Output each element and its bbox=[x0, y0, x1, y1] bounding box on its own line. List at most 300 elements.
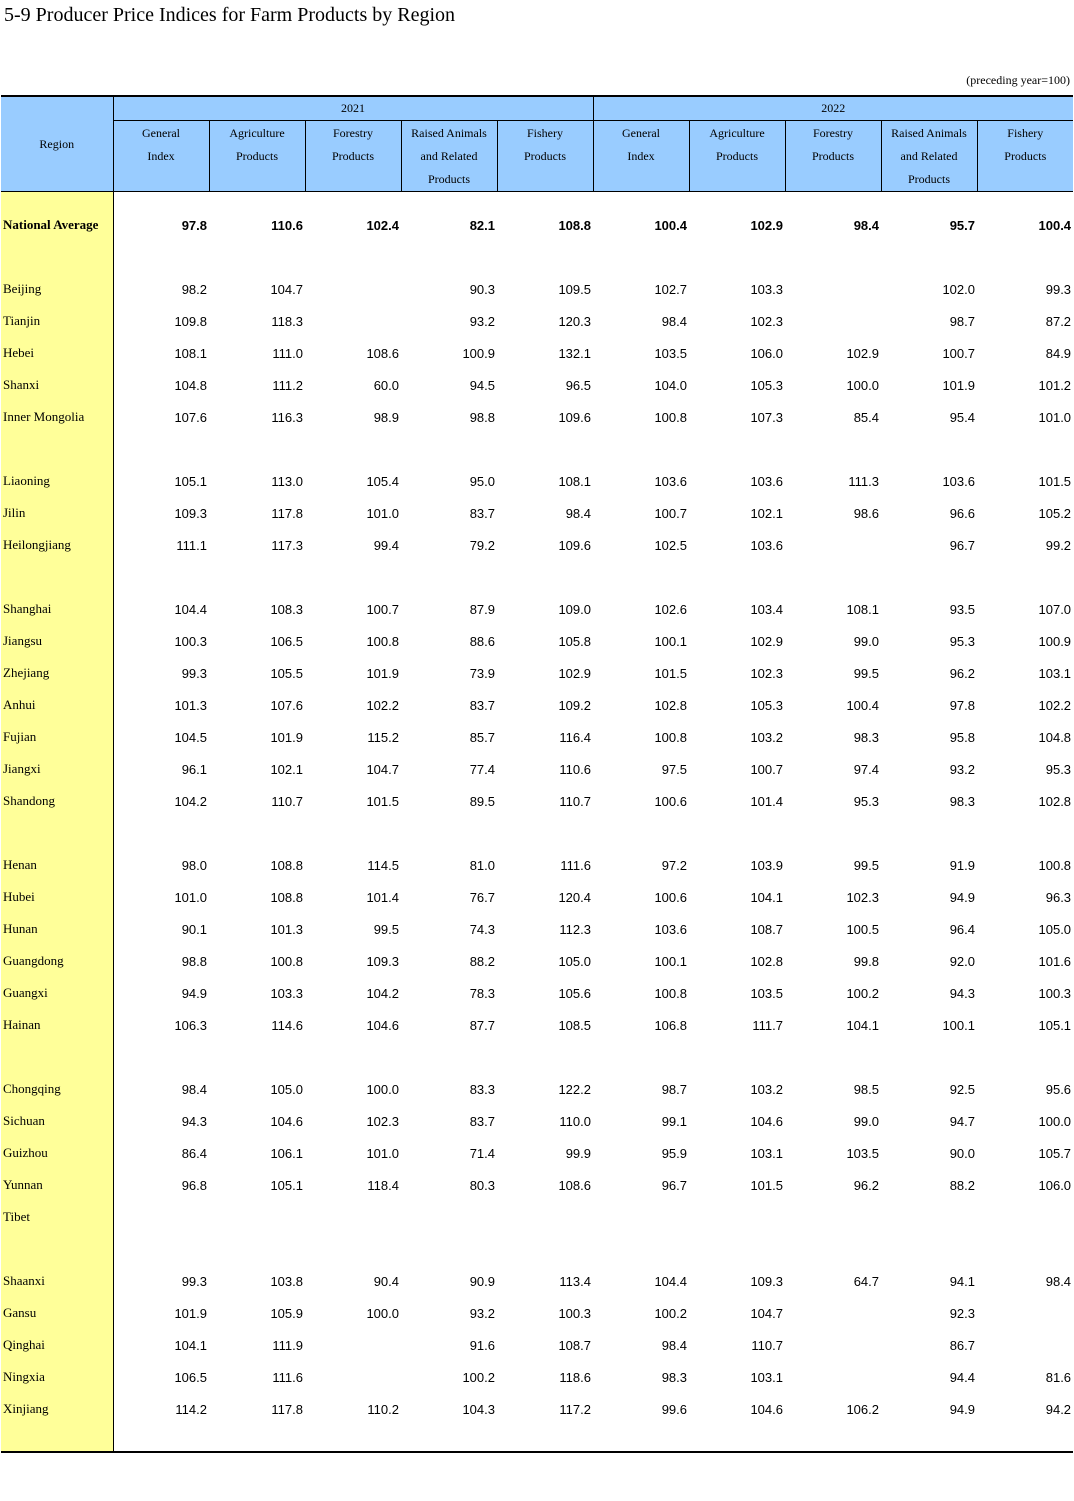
value-cell bbox=[113, 1233, 209, 1265]
value-cell bbox=[785, 1329, 881, 1361]
value-cell: 105.3 bbox=[750, 377, 783, 393]
value-cell bbox=[305, 1233, 401, 1265]
value-cell bbox=[305, 433, 401, 465]
value-cell: 97.4 bbox=[853, 761, 879, 777]
value-cell: 94.7 bbox=[949, 1113, 975, 1129]
value-cell bbox=[785, 241, 881, 273]
value-cell: 103.6 bbox=[654, 473, 687, 489]
value-cell bbox=[977, 241, 1073, 273]
value-cell bbox=[401, 817, 497, 849]
region-cell: Liaoning bbox=[1, 465, 113, 497]
value-cell: 93.5 bbox=[949, 601, 975, 617]
value-cell bbox=[593, 1233, 689, 1265]
value-cell: 110.6 bbox=[271, 217, 303, 233]
value-cell: 118.6 bbox=[559, 1369, 591, 1385]
value-cell: 100.2 bbox=[654, 1305, 687, 1321]
value-cell: 99.0 bbox=[853, 633, 879, 649]
value-cell: 101.0 bbox=[366, 505, 399, 521]
value-cell bbox=[113, 1041, 209, 1073]
value-cell: 78.3 bbox=[469, 985, 495, 1001]
value-cell: 100.0 bbox=[1038, 1113, 1072, 1129]
value-cell: 103.6 bbox=[750, 537, 783, 553]
value-cell bbox=[401, 561, 497, 593]
value-cell: 110.0 bbox=[559, 1113, 591, 1129]
value-cell bbox=[977, 1233, 1073, 1265]
value-cell: 108.5 bbox=[558, 1017, 591, 1033]
value-cell: 108.8 bbox=[558, 217, 591, 233]
region-cell bbox=[1, 817, 113, 849]
table-row bbox=[1, 593, 1073, 625]
value-cell: 88.6 bbox=[469, 633, 495, 649]
value-cell: 102.0 bbox=[942, 281, 975, 297]
value-cell: 97.2 bbox=[661, 857, 687, 873]
value-cell: 103.5 bbox=[846, 1145, 879, 1161]
value-cell: 111.9 bbox=[272, 1337, 303, 1353]
value-cell bbox=[401, 1201, 497, 1233]
value-cell: 102.9 bbox=[846, 345, 879, 361]
value-cell: 101.0 bbox=[366, 1145, 399, 1161]
value-cell: 103.1 bbox=[1038, 665, 1072, 681]
value-cell: 97.5 bbox=[661, 761, 687, 777]
value-cell bbox=[305, 1041, 401, 1073]
value-cell: 105.7 bbox=[1038, 1145, 1072, 1161]
value-cell: 110.7 bbox=[271, 793, 303, 809]
value-cell: 108.6 bbox=[366, 345, 399, 361]
value-cell bbox=[785, 305, 881, 337]
value-cell bbox=[593, 817, 689, 849]
value-cell: 117.3 bbox=[271, 537, 303, 553]
value-cell: 100.8 bbox=[270, 953, 303, 969]
value-cell: 102.3 bbox=[846, 889, 879, 905]
value-cell bbox=[977, 1425, 1073, 1452]
value-cell: 101.0 bbox=[174, 889, 207, 905]
value-cell: 100.6 bbox=[654, 889, 687, 905]
value-cell: 90.1 bbox=[181, 921, 207, 937]
value-cell: 110.7 bbox=[559, 793, 591, 809]
value-cell bbox=[497, 1233, 593, 1265]
value-cell: 106.0 bbox=[750, 345, 783, 361]
value-cell: 100.2 bbox=[462, 1369, 495, 1385]
value-cell: 100.7 bbox=[654, 505, 687, 521]
value-cell bbox=[689, 192, 785, 210]
value-cell: 108.8 bbox=[270, 889, 303, 905]
column-header-line: Agriculture bbox=[229, 126, 285, 140]
column-header-line: Forestry bbox=[813, 126, 853, 140]
value-cell: 95.4 bbox=[949, 409, 975, 425]
table-row bbox=[1, 753, 1073, 785]
region-cell: Guangdong bbox=[1, 945, 113, 977]
region-cell: Sichuan bbox=[1, 1105, 113, 1137]
column-header-line: Forestry bbox=[333, 126, 373, 140]
value-cell: 71.4 bbox=[469, 1145, 495, 1161]
table-row bbox=[1, 625, 1073, 657]
value-cell: 110.2 bbox=[367, 1401, 399, 1417]
year-header-2021: 2021 bbox=[113, 96, 593, 121]
value-cell: 120.3 bbox=[558, 313, 591, 329]
value-cell bbox=[881, 192, 977, 210]
value-cell bbox=[977, 1297, 1073, 1329]
value-cell: 100.2 bbox=[846, 985, 879, 1001]
value-cell bbox=[785, 529, 881, 561]
value-cell bbox=[881, 817, 977, 849]
spacer-row bbox=[1, 1233, 1073, 1265]
value-cell: 95.0 bbox=[469, 473, 495, 489]
region-cell: Shanxi bbox=[1, 369, 113, 401]
value-cell: 101.9 bbox=[270, 729, 303, 745]
value-cell: 100.0 bbox=[366, 1081, 399, 1097]
value-cell: 107.0 bbox=[1038, 601, 1072, 617]
table-row bbox=[1, 881, 1073, 913]
value-cell: 95.3 bbox=[1045, 761, 1072, 777]
value-cell: 92.3 bbox=[949, 1305, 975, 1321]
year-header-row bbox=[1, 96, 1073, 121]
value-cell: 103.9 bbox=[750, 857, 783, 873]
table-row bbox=[1, 305, 1073, 337]
value-cell: 102.3 bbox=[366, 1113, 399, 1129]
value-cell: 108.1 bbox=[558, 473, 591, 489]
region-cell bbox=[1, 1425, 113, 1452]
value-cell: 103.5 bbox=[750, 985, 783, 1001]
value-cell: 98.8 bbox=[469, 409, 495, 425]
value-cell bbox=[209, 433, 305, 465]
value-cell bbox=[497, 561, 593, 593]
value-cell: 96.1 bbox=[181, 761, 207, 777]
value-cell: 94.4 bbox=[949, 1369, 975, 1385]
value-cell: 117.8 bbox=[271, 505, 303, 521]
column-header-line: General bbox=[142, 126, 180, 140]
value-cell: 60.0 bbox=[373, 377, 399, 393]
region-cell: Fujian bbox=[1, 721, 113, 753]
value-cell bbox=[977, 561, 1073, 593]
value-cell: 109.2 bbox=[558, 697, 591, 713]
value-cell: 98.3 bbox=[661, 1369, 687, 1385]
value-cell: 95.6 bbox=[1045, 1081, 1072, 1097]
table-row bbox=[1, 337, 1073, 369]
value-cell bbox=[305, 1329, 401, 1361]
value-cell bbox=[113, 817, 209, 849]
value-cell: 105.6 bbox=[558, 985, 591, 1001]
value-cell: 100.7 bbox=[366, 601, 399, 617]
column-header-line: and Related bbox=[900, 149, 958, 163]
column-header-2021-general-index bbox=[113, 121, 209, 192]
value-cell: 98.4 bbox=[853, 217, 879, 233]
value-cell: 96.3 bbox=[1045, 889, 1072, 905]
value-cell: 92.5 bbox=[949, 1081, 975, 1097]
table-row bbox=[1, 1393, 1073, 1425]
value-cell bbox=[977, 192, 1073, 210]
value-cell: 111.2 bbox=[272, 377, 303, 393]
value-cell: 100.8 bbox=[1038, 857, 1072, 873]
column-header-line: Raised Animals bbox=[891, 126, 967, 140]
value-cell: 85.7 bbox=[469, 729, 495, 745]
value-cell bbox=[593, 1041, 689, 1073]
value-cell: 101.3 bbox=[270, 921, 303, 937]
value-cell bbox=[401, 192, 497, 210]
value-cell: 90.9 bbox=[469, 1273, 495, 1289]
spacer-row bbox=[1, 1041, 1073, 1073]
table-row bbox=[1, 1169, 1073, 1201]
value-cell: 100.9 bbox=[1038, 633, 1072, 649]
value-cell: 104.1 bbox=[174, 1337, 207, 1353]
value-cell: 97.8 bbox=[181, 217, 207, 233]
value-cell: 99.4 bbox=[373, 537, 399, 553]
year-header-2022: 2022 bbox=[593, 96, 1073, 121]
value-cell: 109.3 bbox=[366, 953, 399, 969]
value-cell: 85.4 bbox=[853, 409, 879, 425]
value-cell bbox=[689, 1041, 785, 1073]
value-cell: 103.1 bbox=[750, 1145, 783, 1161]
value-cell: 86.4 bbox=[181, 1145, 207, 1161]
value-cell: 109.8 bbox=[174, 313, 207, 329]
value-cell: 101.9 bbox=[366, 665, 399, 681]
value-cell: 100.6 bbox=[654, 793, 687, 809]
value-cell: 104.6 bbox=[750, 1401, 783, 1417]
value-cell: 104.3 bbox=[462, 1401, 495, 1417]
value-cell bbox=[401, 1041, 497, 1073]
value-cell: 103.5 bbox=[654, 345, 687, 361]
value-cell bbox=[497, 192, 593, 210]
column-header-line: Products bbox=[524, 149, 566, 163]
table-row bbox=[1, 1137, 1073, 1169]
value-cell: 99.9 bbox=[565, 1145, 591, 1161]
value-cell: 102.9 bbox=[750, 633, 783, 649]
value-cell: 103.6 bbox=[750, 473, 783, 489]
value-cell: 100.0 bbox=[846, 377, 879, 393]
value-cell: 76.7 bbox=[469, 889, 495, 905]
value-cell: 101.5 bbox=[654, 665, 687, 681]
value-cell bbox=[785, 817, 881, 849]
value-cell bbox=[593, 192, 689, 210]
value-cell: 107.3 bbox=[750, 409, 783, 425]
value-cell: 96.2 bbox=[949, 665, 975, 681]
value-cell: 109.3 bbox=[174, 505, 207, 521]
value-cell: 106.5 bbox=[174, 1369, 207, 1385]
value-cell: 100.7 bbox=[942, 345, 975, 361]
value-cell bbox=[881, 561, 977, 593]
value-cell bbox=[881, 1041, 977, 1073]
table-row bbox=[1, 529, 1073, 561]
table-row bbox=[1, 689, 1073, 721]
value-cell: 100.4 bbox=[846, 697, 879, 713]
value-cell: 102.2 bbox=[1038, 697, 1072, 713]
unit-note: (preceding year=100) bbox=[966, 73, 1070, 87]
value-cell: 64.7 bbox=[853, 1273, 879, 1289]
value-cell bbox=[401, 433, 497, 465]
value-cell: 100.1 bbox=[654, 953, 687, 969]
region-cell: Tianjin bbox=[1, 305, 113, 337]
value-cell bbox=[593, 241, 689, 273]
value-cell bbox=[785, 433, 881, 465]
table-row bbox=[1, 1265, 1073, 1297]
column-header-2022-raised-animals-products bbox=[881, 121, 977, 192]
value-cell: 95.7 bbox=[949, 217, 975, 233]
value-cell: 100.3 bbox=[558, 1305, 591, 1321]
region-cell: Heilongjiang bbox=[1, 529, 113, 561]
value-cell: 96.7 bbox=[661, 1177, 687, 1193]
region-cell: National Average bbox=[1, 209, 113, 241]
value-cell: 98.5 bbox=[853, 1081, 879, 1097]
value-cell bbox=[209, 241, 305, 273]
value-cell: 83.7 bbox=[469, 697, 495, 713]
value-cell: 103.6 bbox=[654, 921, 687, 937]
table-row bbox=[1, 1105, 1073, 1137]
value-cell: 132.1 bbox=[558, 345, 591, 361]
value-cell: 101.9 bbox=[942, 377, 975, 393]
value-cell: 100.4 bbox=[1038, 217, 1072, 233]
value-cell bbox=[689, 1425, 785, 1452]
region-column-header: Region bbox=[1, 96, 113, 192]
region-cell bbox=[1, 1041, 113, 1073]
value-cell: 90.4 bbox=[373, 1273, 399, 1289]
value-cell: 108.1 bbox=[174, 345, 207, 361]
table-row bbox=[1, 913, 1073, 945]
value-cell: 102.1 bbox=[270, 761, 303, 777]
value-cell: 98.0 bbox=[181, 857, 207, 873]
value-cell: 82.1 bbox=[469, 217, 495, 233]
value-cell: 100.8 bbox=[654, 729, 687, 745]
column-header-line: Fishery bbox=[1007, 126, 1044, 140]
table-row bbox=[1, 497, 1073, 529]
value-cell: 106.0 bbox=[1038, 1177, 1072, 1193]
value-cell bbox=[689, 1233, 785, 1265]
value-cell: 113.4 bbox=[559, 1273, 591, 1289]
value-cell: 103.6 bbox=[942, 473, 975, 489]
value-cell: 96.8 bbox=[181, 1177, 207, 1193]
value-cell: 103.3 bbox=[270, 985, 303, 1001]
region-cell bbox=[1, 561, 113, 593]
table-row bbox=[1, 785, 1073, 817]
column-header-line: Index bbox=[627, 149, 655, 163]
value-cell: 98.4 bbox=[565, 505, 591, 521]
value-cell: 111.0 bbox=[272, 345, 303, 361]
value-cell: 102.9 bbox=[750, 217, 783, 233]
value-cell: 74.3 bbox=[469, 921, 495, 937]
value-cell: 79.2 bbox=[469, 537, 495, 553]
column-header-line: Products bbox=[908, 172, 950, 186]
region-cell: Guizhou bbox=[1, 1137, 113, 1169]
spacer-row bbox=[1, 1425, 1073, 1452]
page-title: 5-9 Producer Price Indices for Farm Products by Region bbox=[4, 4, 456, 26]
value-cell: 101.2 bbox=[1038, 377, 1072, 393]
value-cell bbox=[785, 1201, 881, 1233]
value-cell: 94.9 bbox=[181, 985, 207, 1001]
value-cell: 99.3 bbox=[1045, 281, 1072, 297]
value-cell bbox=[689, 1201, 785, 1233]
value-cell: 116.3 bbox=[271, 409, 303, 425]
region-cell bbox=[1, 241, 113, 273]
value-cell: 81.0 bbox=[469, 857, 495, 873]
column-header-line: Products bbox=[428, 172, 470, 186]
value-cell: 99.0 bbox=[853, 1113, 879, 1129]
value-cell: 114.5 bbox=[367, 857, 399, 873]
value-cell: 102.7 bbox=[654, 281, 687, 297]
value-cell bbox=[785, 561, 881, 593]
value-cell: 98.4 bbox=[1045, 1273, 1072, 1289]
value-cell: 94.2 bbox=[1045, 1401, 1072, 1417]
value-cell bbox=[689, 433, 785, 465]
value-cell: 108.1 bbox=[846, 601, 879, 617]
spacer-row bbox=[1, 241, 1073, 273]
value-cell: 73.9 bbox=[469, 665, 495, 681]
value-cell: 99.5 bbox=[853, 857, 879, 873]
value-cell bbox=[305, 305, 401, 337]
column-header-line: Products bbox=[812, 149, 854, 163]
value-cell: 98.7 bbox=[949, 313, 975, 329]
spacer-row bbox=[1, 817, 1073, 849]
value-cell: 102.8 bbox=[654, 697, 687, 713]
value-cell: 103.4 bbox=[750, 601, 783, 617]
column-header-2021-forestry-products bbox=[305, 121, 401, 192]
region-cell: Hubei bbox=[1, 881, 113, 913]
value-cell: 104.8 bbox=[1038, 729, 1072, 745]
value-cell: 107.6 bbox=[270, 697, 303, 713]
value-cell bbox=[305, 561, 401, 593]
value-cell: 105.8 bbox=[558, 633, 591, 649]
value-cell: 112.3 bbox=[559, 921, 591, 937]
value-cell: 99.1 bbox=[661, 1113, 687, 1129]
value-cell bbox=[497, 1425, 593, 1452]
value-cell bbox=[977, 1041, 1073, 1073]
value-cell: 116.4 bbox=[559, 729, 591, 745]
value-cell: 98.4 bbox=[661, 1337, 687, 1353]
value-cell: 114.2 bbox=[175, 1401, 207, 1417]
value-cell: 94.1 bbox=[949, 1273, 975, 1289]
value-cell bbox=[881, 1233, 977, 1265]
value-cell: 99.8 bbox=[853, 953, 879, 969]
table-row bbox=[1, 849, 1073, 881]
value-cell bbox=[593, 561, 689, 593]
value-cell: 106.1 bbox=[270, 1145, 303, 1161]
column-header-2022-general-index bbox=[593, 121, 689, 192]
region-cell: Hunan bbox=[1, 913, 113, 945]
value-cell: 105.4 bbox=[366, 473, 399, 489]
value-cell bbox=[305, 273, 401, 305]
table-row bbox=[1, 1297, 1073, 1329]
value-cell: 94.9 bbox=[949, 889, 975, 905]
value-cell: 102.8 bbox=[1038, 793, 1072, 809]
region-cell: Hebei bbox=[1, 337, 113, 369]
value-cell bbox=[785, 1041, 881, 1073]
region-cell: Chongqing bbox=[1, 1073, 113, 1105]
value-cell: 106.5 bbox=[270, 633, 303, 649]
region-cell: Guangxi bbox=[1, 977, 113, 1009]
value-cell: 95.8 bbox=[949, 729, 975, 745]
value-cell: 102.8 bbox=[750, 953, 783, 969]
value-cell: 100.7 bbox=[750, 761, 783, 777]
table-row bbox=[1, 209, 1073, 241]
value-cell: 94.3 bbox=[181, 1113, 207, 1129]
value-cell bbox=[209, 1425, 305, 1452]
value-cell: 104.6 bbox=[270, 1113, 303, 1129]
value-cell: 101.4 bbox=[750, 793, 783, 809]
column-header-line: Agriculture bbox=[709, 126, 765, 140]
column-header-line: General bbox=[622, 126, 660, 140]
value-cell: 100.8 bbox=[654, 985, 687, 1001]
value-cell bbox=[977, 1201, 1073, 1233]
value-cell bbox=[785, 273, 881, 305]
value-cell: 103.2 bbox=[750, 1081, 783, 1097]
region-cell: Jiangxi bbox=[1, 753, 113, 785]
value-cell bbox=[593, 1201, 689, 1233]
column-header-2022-forestry-products bbox=[785, 121, 881, 192]
value-cell bbox=[209, 192, 305, 210]
value-cell bbox=[305, 1425, 401, 1452]
value-cell: 102.1 bbox=[750, 505, 783, 521]
table-row bbox=[1, 273, 1073, 305]
value-cell: 100.4 bbox=[654, 217, 687, 233]
region-cell: Anhui bbox=[1, 689, 113, 721]
value-cell: 109.3 bbox=[750, 1273, 783, 1289]
